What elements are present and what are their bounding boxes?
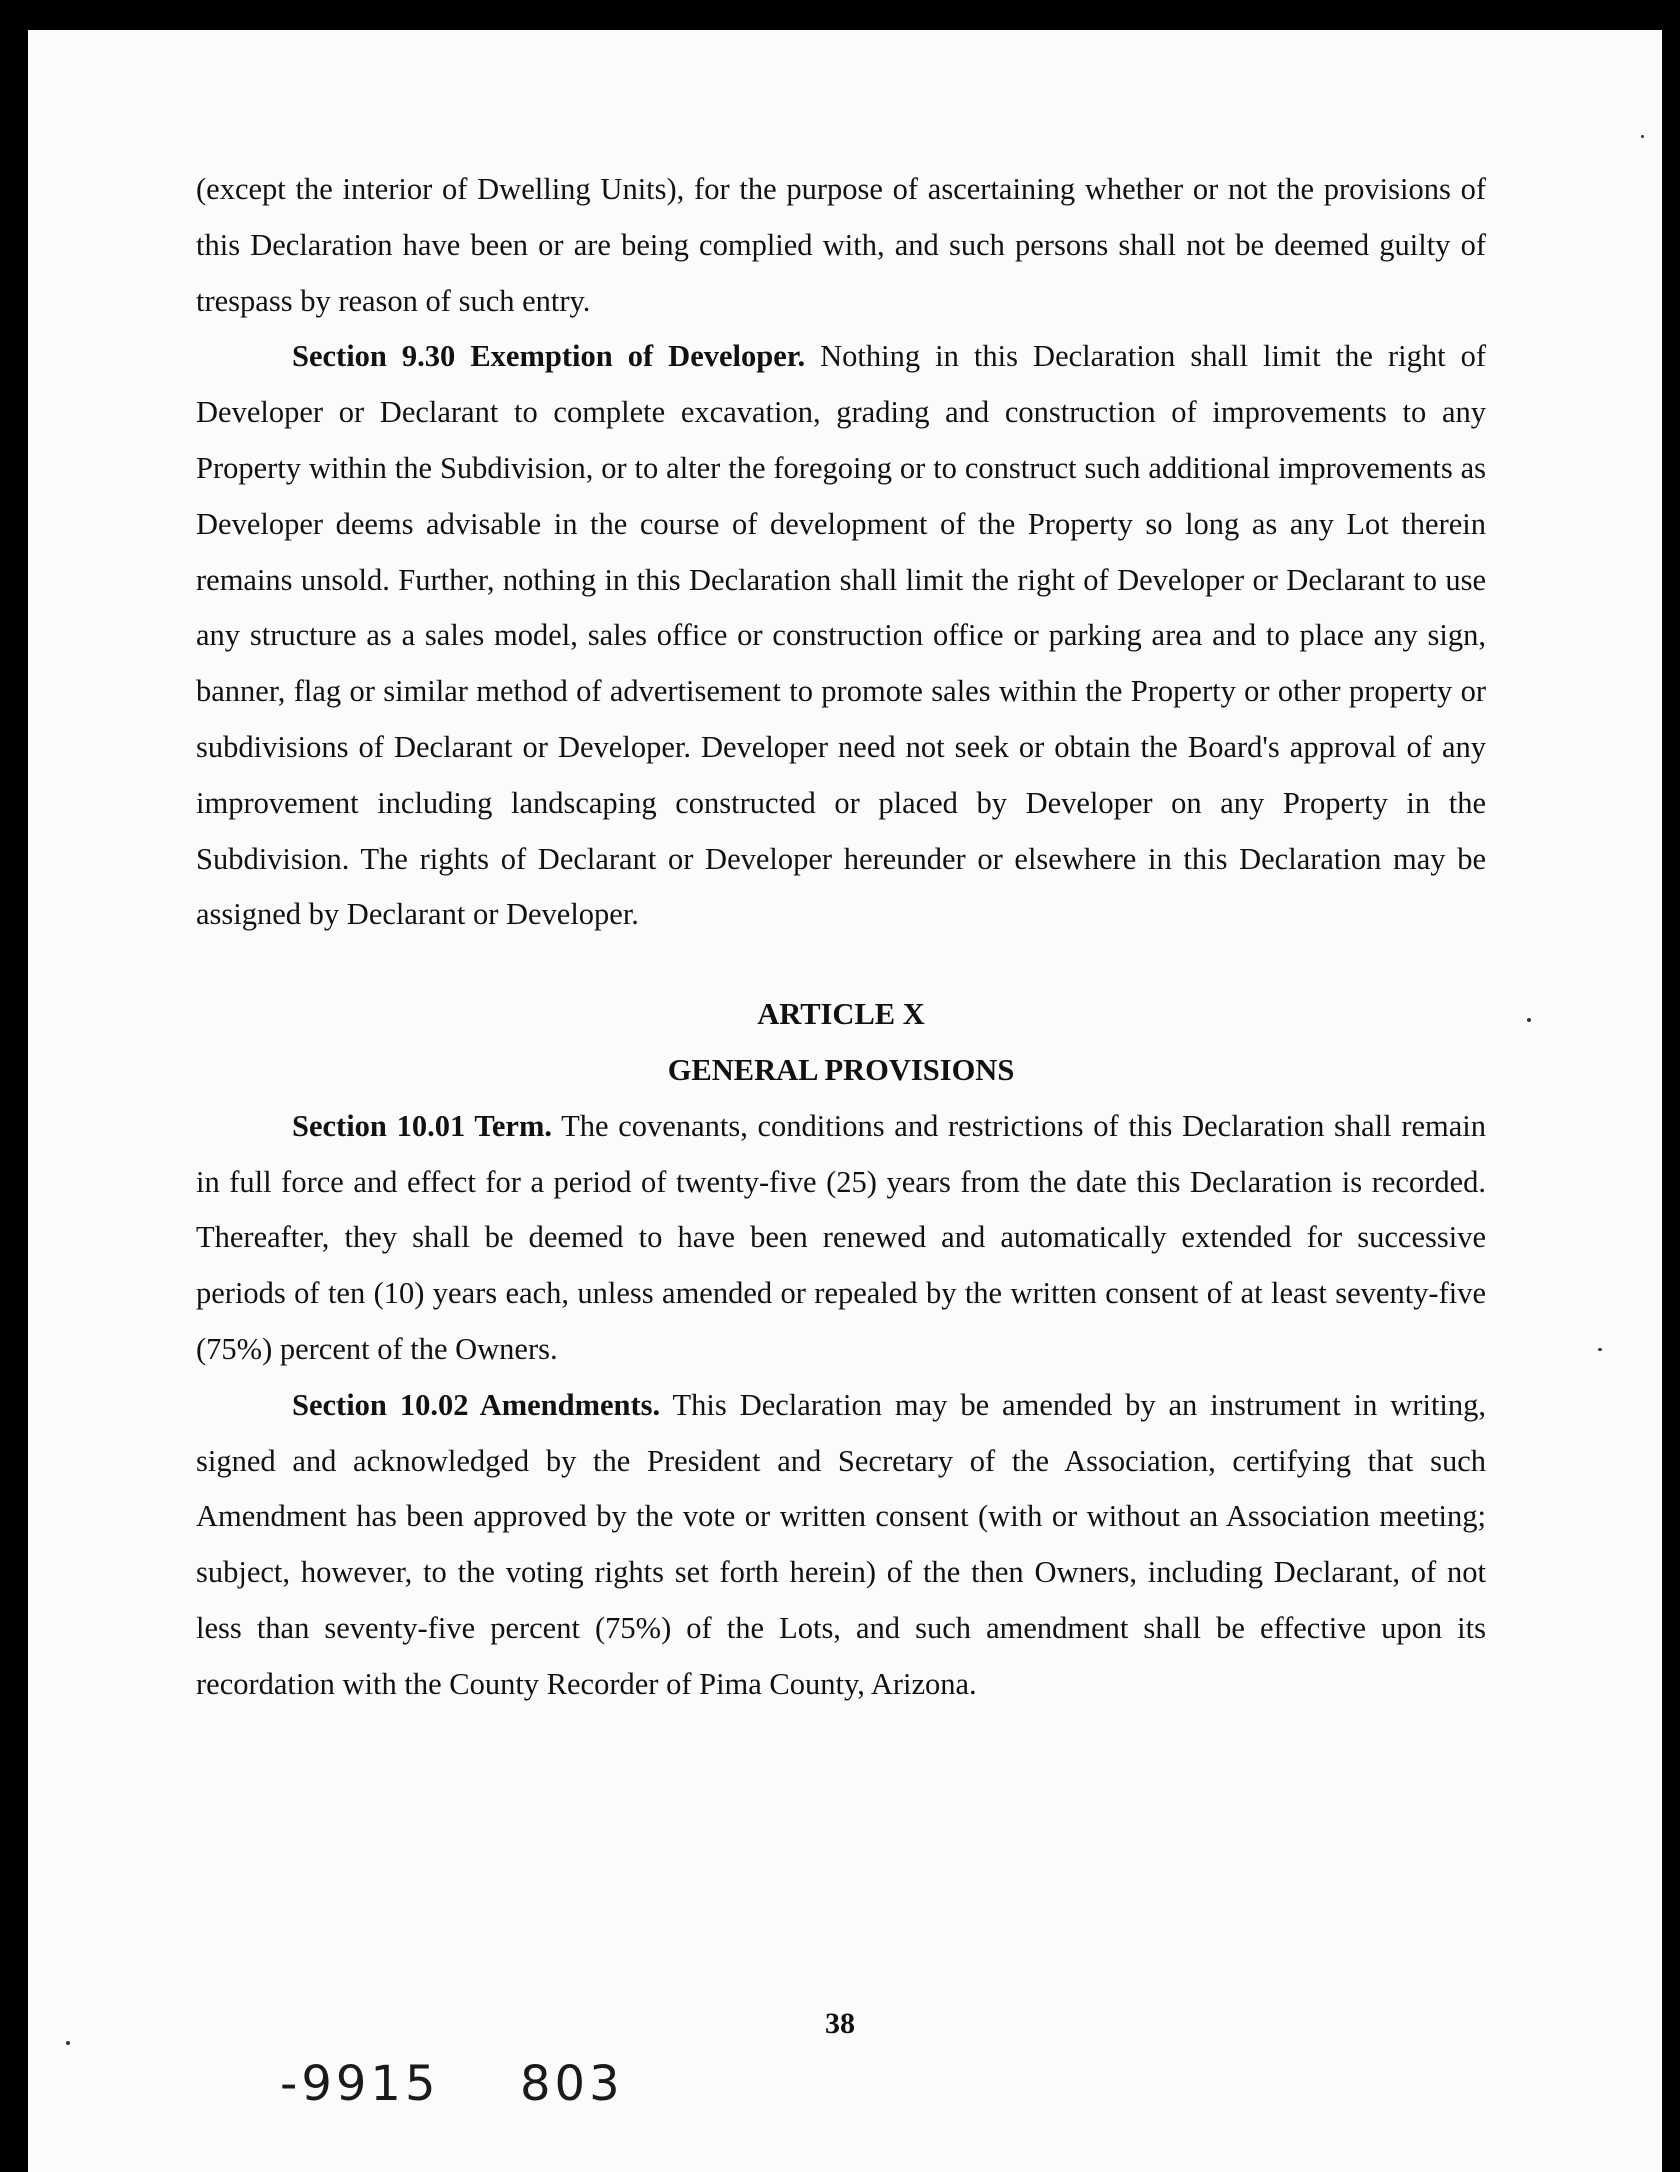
article-number: ARTICLE X bbox=[757, 997, 925, 1032]
article-heading-block bbox=[196, 987, 1486, 1099]
section-9-30-paragraph bbox=[196, 329, 1486, 943]
scan-speck bbox=[1641, 135, 1644, 138]
scan-speck bbox=[1527, 1018, 1531, 1022]
page-number: 38 bbox=[825, 2007, 855, 2040]
document-code-left: -9915 bbox=[280, 2056, 440, 2112]
scan-speck bbox=[1598, 1348, 1602, 1351]
section-10-01-heading: Section 10.01 Term. bbox=[292, 1108, 552, 1143]
document-body bbox=[196, 162, 1486, 1713]
section-10-02-heading: Section 10.02 Amendments. bbox=[292, 1387, 661, 1422]
continuation-paragraph: (except the interior of Dwelling Units), for the purpose of ascertaining whether or not the provisions of this Declaration have been or are being complied with, and such persons shall not be deemed guilty of trespass by reason of such entry. bbox=[196, 172, 1486, 318]
scan-speck bbox=[66, 2041, 70, 2045]
section-9-30-text: Nothing in this Declaration shall limit the right of Developer or Declarant to complete excavation, grading and construction of improvements to any Property within the Subdivision, or to alter the foregoing or to construct such additional improvements as Developer deems advisable in the course of development of the Property so long as any Lot therein remains unsold. Further, nothing in this Declaration shall limit the right of Developer or Declarant to use any structure as a sales model, sales office or construction office or parking area and to place any sign, banner, flag or similar method of advertisement to promote sales within the Property or other property or subdivisions of Declarant or Developer. Developer need not seek or obtain the Board's approval of any improvement including landscaping constructed or placed by Developer on any Property in the Subdivision. The rights of Declarant or Developer hereunder or elsewhere in this Declaration may be assigned by Declarant or Developer. bbox=[196, 339, 1486, 932]
section-10-01-paragraph bbox=[196, 1099, 1486, 1378]
document-code-right: 803 bbox=[520, 2056, 624, 2112]
section-10-02-paragraph bbox=[196, 1378, 1486, 1713]
section-9-30-heading: Section 9.30 Exemption of Developer. bbox=[292, 339, 806, 374]
article-title: GENERAL PROVISIONS bbox=[667, 1052, 1015, 1087]
section-10-01-text: The covenants, conditions and restrictions of this Declaration shall remain in full force and effect for a period of twenty-five (25) years from the date this Declaration is recorded. Thereafter, they shall be deemed to have been renewed and automatically extended for successive periods of ten (10) years each, unless amended or repealed by the written consent of at least seventy-five (75%) percent of the Owners. bbox=[196, 1108, 1486, 1366]
section-10-02-text: This Declaration may be amended by an instrument in writing, signed and acknowledged by the President and Secretary of the Association, certifying that such Amendment has been approved by the vote or written consent (with or without an Association meeting; subject, however, to the voting rights set forth herein) of the then Owners, including Declarant, of not less than seventy-five percent (75%) of the Lots, and such amendment shall be effective upon its recordation with the County Recorder of Pima County, Arizona. bbox=[196, 1387, 1487, 1701]
